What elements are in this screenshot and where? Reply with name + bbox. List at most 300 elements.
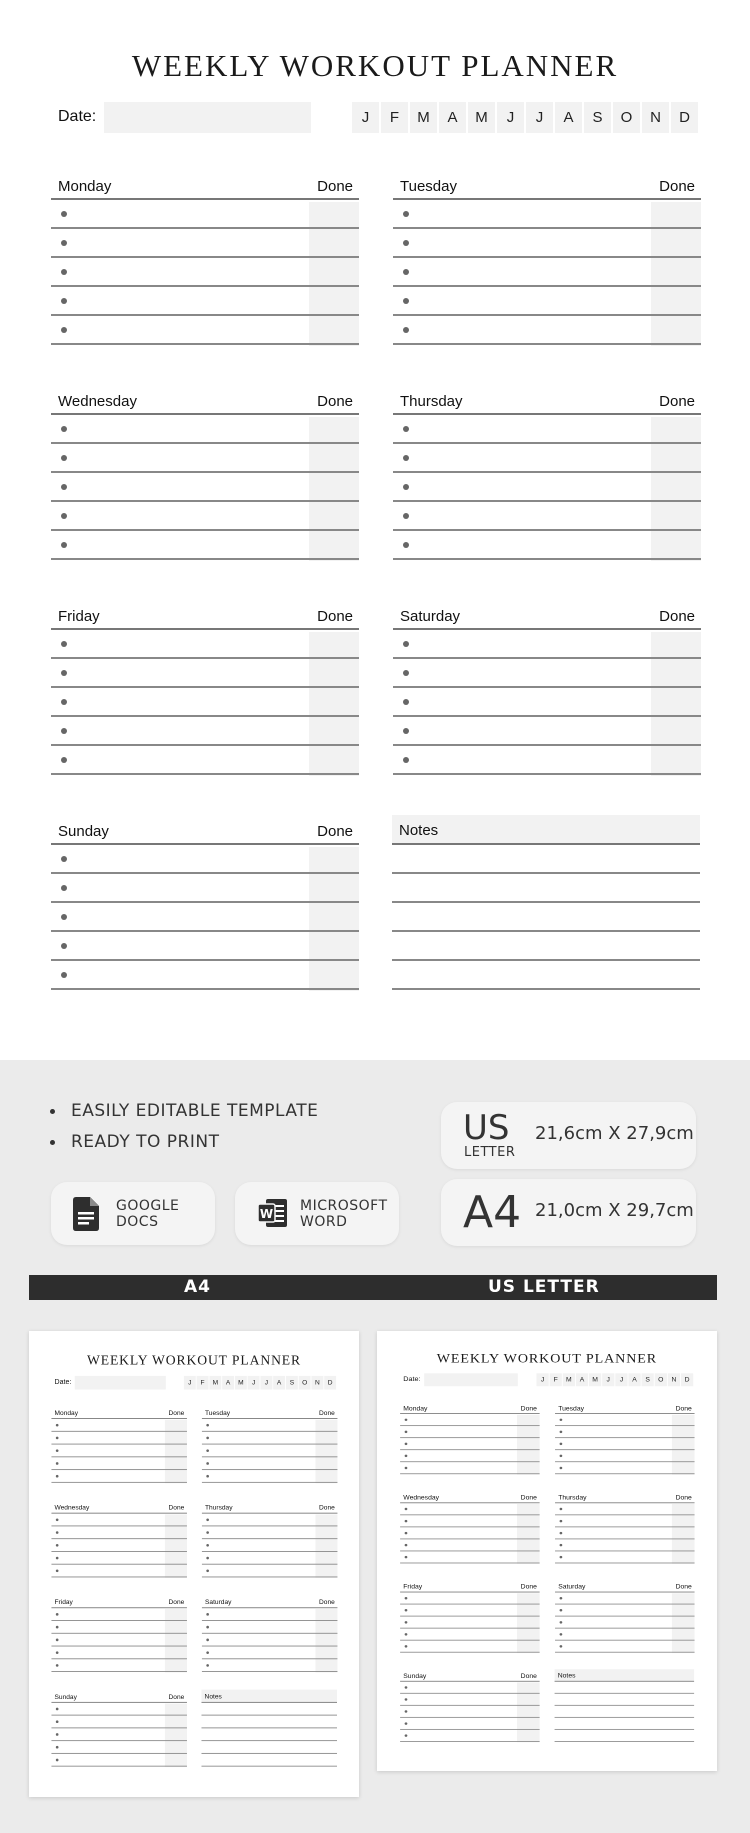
exercise-row[interactable]: [400, 1527, 540, 1539]
exercise-row[interactable]: [202, 1445, 338, 1458]
exercise-row[interactable]: [51, 1445, 187, 1458]
exercise-row[interactable]: [202, 1565, 338, 1578]
month-10[interactable]: N: [311, 1376, 323, 1390]
month-10[interactable]: N: [642, 102, 669, 133]
exercise-row[interactable]: [555, 1462, 695, 1474]
done-label: Done: [319, 1598, 335, 1606]
date-field[interactable]: [104, 102, 311, 133]
notes-row[interactable]: [555, 1718, 695, 1730]
day-header: [51, 1598, 187, 1609]
bullet-icon: [61, 240, 67, 246]
bullet-icon: [560, 1508, 563, 1510]
bullet-icon: [206, 1462, 209, 1465]
bullet-icon: [403, 641, 409, 647]
done-label: Done: [317, 178, 353, 195]
exercise-row[interactable]: [555, 1604, 695, 1616]
a4-preview-sheet: [29, 1331, 359, 1797]
exercise-row[interactable]: [400, 1462, 540, 1474]
bullet-icon: [403, 699, 409, 705]
exercise-row[interactable]: [202, 1457, 338, 1470]
exercise-row[interactable]: [400, 1641, 540, 1653]
month-1[interactable]: F: [197, 1376, 209, 1390]
exercise-row[interactable]: [51, 502, 359, 531]
done-label: Done: [659, 393, 695, 410]
exercise-row[interactable]: [555, 1426, 695, 1438]
notes-header: [392, 815, 700, 845]
day-header: [400, 1672, 540, 1682]
date-label: Date:: [403, 1375, 421, 1383]
exercise-row[interactable]: [400, 1426, 540, 1438]
bullet-icon: [405, 1556, 408, 1558]
bullet-icon: [61, 699, 67, 705]
exercise-row[interactable]: [51, 229, 359, 258]
a4-preview: [29, 1331, 359, 1797]
a4-size-name: A4: [463, 1187, 522, 1238]
bullet-icon: [56, 1720, 59, 1723]
exercise-row[interactable]: [400, 1515, 540, 1527]
month-7[interactable]: A: [273, 1376, 285, 1390]
month-8[interactable]: S: [642, 1373, 654, 1386]
notes-label: Notes: [557, 1672, 576, 1680]
month-8[interactable]: S: [286, 1376, 298, 1390]
exercise-row[interactable]: [51, 1741, 187, 1754]
bullet-icon: [206, 1639, 209, 1642]
bullet-icon: [56, 1639, 59, 1642]
bullet-icon: [56, 1651, 59, 1654]
exercise-row[interactable]: [202, 1432, 338, 1445]
month-4[interactable]: M: [589, 1373, 601, 1386]
month-10[interactable]: N: [668, 1373, 680, 1386]
svg-text:W: W: [259, 1207, 274, 1221]
bullet-icon: [403, 211, 409, 217]
exercise-row[interactable]: [400, 1592, 540, 1604]
done-label: Done: [168, 1409, 185, 1417]
exercise-row[interactable]: [400, 1730, 540, 1742]
exercise-row[interactable]: [393, 258, 701, 287]
bullet-icon: [403, 269, 409, 275]
exercise-row[interactable]: [51, 1659, 187, 1672]
bullet-icon: [405, 1698, 408, 1700]
day-header: [51, 176, 359, 200]
notes-block: [555, 1669, 695, 1742]
month-9[interactable]: O: [655, 1373, 667, 1386]
exercise-row[interactable]: [51, 415, 359, 444]
done-label: Done: [317, 823, 353, 840]
exercise-row[interactable]: [555, 1503, 695, 1515]
exercise-row[interactable]: [393, 746, 701, 775]
notes-row[interactable]: [392, 961, 700, 990]
exercise-row[interactable]: [400, 1694, 540, 1706]
month-4[interactable]: M: [235, 1376, 247, 1390]
exercise-row[interactable]: [555, 1450, 695, 1462]
bullet-icon: [403, 670, 409, 676]
bullet-icon: [61, 455, 67, 461]
exercise-row[interactable]: [51, 1646, 187, 1659]
bullet-icon: [405, 1455, 408, 1457]
month-5[interactable]: J: [248, 1376, 260, 1390]
month-6[interactable]: J: [260, 1376, 272, 1390]
month-9[interactable]: O: [299, 1376, 311, 1390]
month-0[interactable]: J: [536, 1373, 548, 1386]
exercise-row[interactable]: [51, 1716, 187, 1729]
day-name: Tuesday: [558, 1404, 585, 1412]
exercise-row[interactable]: [555, 1539, 695, 1551]
exercise-row[interactable]: [393, 415, 701, 444]
day-name: Sunday: [403, 1672, 427, 1680]
microsoft-word-label: MICROSOFT WORD: [300, 1198, 388, 1230]
notes-row[interactable]: [392, 845, 700, 874]
day-name: Friday: [54, 1598, 73, 1606]
exercise-row[interactable]: [51, 874, 359, 903]
day-header: [393, 176, 701, 200]
day-block-sunday: [400, 1672, 540, 1742]
notes-row[interactable]: [555, 1682, 695, 1694]
month-selector: [352, 102, 698, 133]
notes-row[interactable]: [201, 1754, 337, 1767]
month-0[interactable]: J: [184, 1376, 196, 1390]
exercise-row[interactable]: [555, 1438, 695, 1450]
exercise-row[interactable]: [51, 932, 359, 961]
bullet-icon: [56, 1544, 59, 1547]
exercise-row[interactable]: [400, 1539, 540, 1551]
exercise-row[interactable]: [51, 845, 359, 874]
month-11[interactable]: D: [324, 1376, 336, 1390]
bullet-icon: [56, 1746, 59, 1749]
notes-row[interactable]: [201, 1728, 337, 1741]
bullet-icon: [206, 1544, 209, 1547]
bullet-icon: [56, 1518, 59, 1521]
day-name: Saturday: [205, 1598, 232, 1606]
day-block-sunday: [51, 821, 359, 990]
exercise-row[interactable]: [51, 1703, 187, 1716]
exercise-row[interactable]: [51, 1634, 187, 1647]
date-field[interactable]: [424, 1373, 518, 1386]
exercise-row[interactable]: [51, 1552, 187, 1565]
day-block-wednesday: [51, 1503, 187, 1577]
month-8[interactable]: S: [584, 102, 611, 133]
notes-row[interactable]: [555, 1694, 695, 1706]
exercise-row[interactable]: [555, 1629, 695, 1641]
bullet-icon: [56, 1437, 59, 1440]
done-label: Done: [520, 1672, 537, 1680]
notes-block: [201, 1690, 337, 1767]
exercise-row[interactable]: [51, 961, 359, 990]
month-3[interactable]: A: [439, 102, 466, 133]
day-block-thursday: [202, 1503, 338, 1577]
exercise-row[interactable]: [51, 630, 359, 659]
bullet-icon: [403, 240, 409, 246]
day-name: Saturday: [558, 1583, 586, 1591]
bullet-icon: [61, 943, 67, 949]
day-header: [400, 1582, 540, 1592]
done-label: Done: [168, 1693, 185, 1701]
bullet-icon: [405, 1508, 408, 1510]
exercise-row[interactable]: [51, 1728, 187, 1741]
exercise-row[interactable]: [202, 1526, 338, 1539]
format-label-us-letter: US LETTER: [488, 1277, 600, 1297]
google-docs-icon: [73, 1197, 99, 1236]
month-5[interactable]: J: [497, 102, 524, 133]
exercise-row[interactable]: [51, 1539, 187, 1552]
day-block-tuesday: [202, 1408, 338, 1482]
exercise-row[interactable]: [51, 1608, 187, 1621]
exercise-row[interactable]: [400, 1414, 540, 1426]
bullet-icon: [405, 1443, 408, 1445]
exercise-row[interactable]: [555, 1414, 695, 1426]
day-header: [51, 606, 359, 630]
month-0[interactable]: J: [352, 102, 379, 133]
notes-row[interactable]: [201, 1716, 337, 1729]
exercise-row[interactable]: [202, 1621, 338, 1634]
done-label: Done: [675, 1404, 692, 1412]
bullet-icon: [61, 856, 67, 862]
exercise-row[interactable]: [555, 1592, 695, 1604]
exercise-row[interactable]: [400, 1551, 540, 1563]
bullet-icon: [206, 1437, 209, 1440]
month-7[interactable]: A: [555, 102, 582, 133]
day-block-monday: [51, 176, 359, 345]
exercise-row[interactable]: [202, 1552, 338, 1565]
exercise-row[interactable]: [51, 688, 359, 717]
exercise-row[interactable]: [51, 531, 359, 560]
month-1[interactable]: F: [550, 1373, 562, 1386]
day-header: [393, 391, 701, 415]
exercise-row[interactable]: [400, 1450, 540, 1462]
month-3[interactable]: A: [222, 1376, 234, 1390]
notes-row[interactable]: [201, 1741, 337, 1754]
bullet-icon: [405, 1609, 408, 1611]
day-block-tuesday: [393, 176, 701, 345]
done-label: Done: [168, 1598, 185, 1606]
bullet-icon: [405, 1467, 408, 1469]
exercise-row[interactable]: [400, 1503, 540, 1515]
exercise-row[interactable]: [51, 659, 359, 688]
notes-row[interactable]: [392, 903, 700, 932]
bullet-icon: [56, 1708, 59, 1711]
bullet-icon: [560, 1467, 563, 1469]
month-2[interactable]: M: [410, 102, 437, 133]
bullet-icon: [560, 1544, 563, 1546]
bullet-icon: [61, 670, 67, 676]
exercise-row[interactable]: [51, 287, 359, 316]
exercise-row[interactable]: [400, 1682, 540, 1694]
exercise-row[interactable]: [51, 258, 359, 287]
month-2[interactable]: M: [563, 1373, 575, 1386]
day-header: [400, 1493, 540, 1503]
exercise-row[interactable]: [555, 1527, 695, 1539]
bullet-icon: [61, 914, 67, 920]
done-label: Done: [317, 393, 353, 410]
exercise-row[interactable]: [51, 1754, 187, 1767]
bullet-icon: [206, 1626, 209, 1629]
month-7[interactable]: A: [628, 1373, 640, 1386]
format-bar: [29, 1275, 717, 1300]
exercise-row[interactable]: [202, 1470, 338, 1483]
day-header: [555, 1493, 695, 1503]
exercise-row[interactable]: [393, 316, 701, 345]
exercise-row[interactable]: [393, 229, 701, 258]
done-label: Done: [675, 1583, 692, 1591]
exercise-row[interactable]: [51, 1419, 187, 1432]
bullet-icon: [206, 1449, 209, 1452]
bullet-icon: [56, 1557, 59, 1560]
notes-row[interactable]: [392, 932, 700, 961]
planner-title: WEEKLY WORKOUT PLANNER: [436, 1350, 658, 1366]
exercise-row[interactable]: [51, 200, 359, 229]
exercise-row[interactable]: [51, 717, 359, 746]
exercise-row[interactable]: [400, 1706, 540, 1718]
month-6[interactable]: J: [526, 102, 553, 133]
exercise-row[interactable]: [51, 746, 359, 775]
bullet-icon: [403, 455, 409, 461]
bullet-icon: [405, 1597, 408, 1599]
bullet-icon: [403, 513, 409, 519]
month-1[interactable]: F: [381, 102, 408, 133]
us-size-sub: LETTER: [464, 1145, 516, 1160]
date-field[interactable]: [75, 1376, 166, 1390]
done-label: Done: [659, 178, 695, 195]
exercise-row[interactable]: [202, 1646, 338, 1659]
exercise-row[interactable]: [51, 1514, 187, 1527]
notes-row[interactable]: [392, 874, 700, 903]
bullet-icon: [405, 1633, 408, 1635]
month-3[interactable]: A: [576, 1373, 588, 1386]
planner-title: WEEKLY WORKOUT PLANNER: [87, 1352, 301, 1368]
exercise-row[interactable]: [51, 903, 359, 932]
notes-row[interactable]: [201, 1703, 337, 1716]
bullet-icon: [405, 1520, 408, 1522]
bullet-icon: [61, 885, 67, 891]
bullet-icon: [405, 1621, 408, 1623]
bullet-icon: [403, 542, 409, 548]
planner-title: WEEKLY WORKOUT PLANNER: [131, 48, 619, 83]
exercise-row[interactable]: [400, 1617, 540, 1629]
day-header: [555, 1404, 695, 1414]
us-letter-preview-sheet: [377, 1331, 717, 1771]
exercise-row[interactable]: [393, 200, 701, 229]
exercise-row[interactable]: [393, 717, 701, 746]
bullet-icon: [405, 1734, 408, 1736]
bullet-icon: [560, 1532, 563, 1534]
day-block-wednesday: [400, 1493, 540, 1563]
exercise-row[interactable]: [393, 473, 701, 502]
exercise-row[interactable]: [555, 1641, 695, 1653]
exercise-row[interactable]: [51, 1432, 187, 1445]
exercise-row[interactable]: [51, 444, 359, 473]
bullet-icon: [206, 1557, 209, 1560]
month-selector: [184, 1376, 336, 1390]
month-4[interactable]: M: [468, 102, 495, 133]
exercise-row[interactable]: [393, 287, 701, 316]
exercise-row[interactable]: [51, 1457, 187, 1470]
notes-label: Notes: [204, 1692, 222, 1701]
day-name: Monday: [54, 1409, 79, 1417]
exercise-row[interactable]: [51, 1565, 187, 1578]
month-11[interactable]: D: [681, 1373, 693, 1386]
us-size-name: US: [463, 1108, 510, 1148]
bullet-icon: [206, 1531, 209, 1534]
exercise-row[interactable]: [555, 1515, 695, 1527]
exercise-row[interactable]: [555, 1617, 695, 1629]
exercise-row[interactable]: [202, 1659, 338, 1672]
bullet-icon: [560, 1455, 563, 1457]
exercise-row[interactable]: [202, 1634, 338, 1647]
notes-label: Notes: [399, 822, 439, 839]
bullet-icon: [560, 1443, 563, 1445]
bullet-icon: [56, 1462, 59, 1465]
exercise-row[interactable]: [555, 1551, 695, 1563]
exercise-row[interactable]: [400, 1629, 540, 1641]
date-label: Date:: [54, 1378, 72, 1386]
notes-block: [392, 815, 700, 990]
done-label: Done: [317, 608, 353, 625]
bullet-icon: [61, 269, 67, 275]
bullet-icon: [56, 1613, 59, 1616]
day-name: Wednesday: [58, 393, 137, 410]
exercise-row[interactable]: [51, 473, 359, 502]
done-label: Done: [675, 1494, 692, 1502]
day-block-wednesday: [51, 391, 359, 560]
day-block-monday: [400, 1404, 540, 1474]
month-5[interactable]: J: [602, 1373, 614, 1386]
exercise-row[interactable]: [51, 1470, 187, 1483]
exercise-row[interactable]: [393, 659, 701, 688]
a4-size-dims: 21,0cm X 29,7cm: [535, 1200, 694, 1221]
exercise-row[interactable]: [202, 1608, 338, 1621]
bullet-icon: [206, 1424, 209, 1427]
bullet-icon: [56, 1759, 59, 1762]
bullet-icon: [560, 1419, 563, 1421]
exercise-row[interactable]: [393, 630, 701, 659]
month-9[interactable]: O: [613, 102, 640, 133]
day-name: Wednesday: [403, 1494, 440, 1502]
notes-row[interactable]: [555, 1706, 695, 1718]
day-name: Saturday: [400, 608, 461, 625]
exercise-row[interactable]: [51, 316, 359, 345]
done-label: Done: [520, 1494, 537, 1502]
month-2[interactable]: M: [209, 1376, 221, 1390]
day-name: Sunday: [58, 823, 109, 840]
exercise-row[interactable]: [202, 1539, 338, 1552]
done-label: Done: [168, 1503, 185, 1512]
bullet-icon: [405, 1722, 408, 1724]
exercise-row[interactable]: [393, 531, 701, 560]
day-block-friday: [51, 606, 359, 775]
month-6[interactable]: J: [615, 1373, 627, 1386]
bullet-icon: [405, 1544, 408, 1546]
exercise-row[interactable]: [202, 1419, 338, 1432]
bullet-icon: [61, 728, 67, 734]
day-block-sunday: [51, 1692, 187, 1766]
exercise-row[interactable]: [393, 502, 701, 531]
bullet-icon: [206, 1518, 209, 1521]
exercise-row[interactable]: [400, 1718, 540, 1730]
bullet-icon: [405, 1431, 408, 1433]
notes-row[interactable]: [555, 1730, 695, 1742]
exercise-row[interactable]: [393, 688, 701, 717]
bullet-icon: [206, 1613, 209, 1616]
exercise-row[interactable]: [51, 1621, 187, 1634]
exercise-row[interactable]: [51, 1526, 187, 1539]
bullet-icon: [206, 1651, 209, 1654]
us-letter-preview: [377, 1331, 717, 1771]
exercise-row[interactable]: [400, 1438, 540, 1450]
exercise-row[interactable]: [202, 1514, 338, 1527]
exercise-row[interactable]: [400, 1604, 540, 1616]
month-11[interactable]: D: [671, 102, 698, 133]
month-selector: [536, 1373, 693, 1386]
exercise-row[interactable]: [393, 444, 701, 473]
